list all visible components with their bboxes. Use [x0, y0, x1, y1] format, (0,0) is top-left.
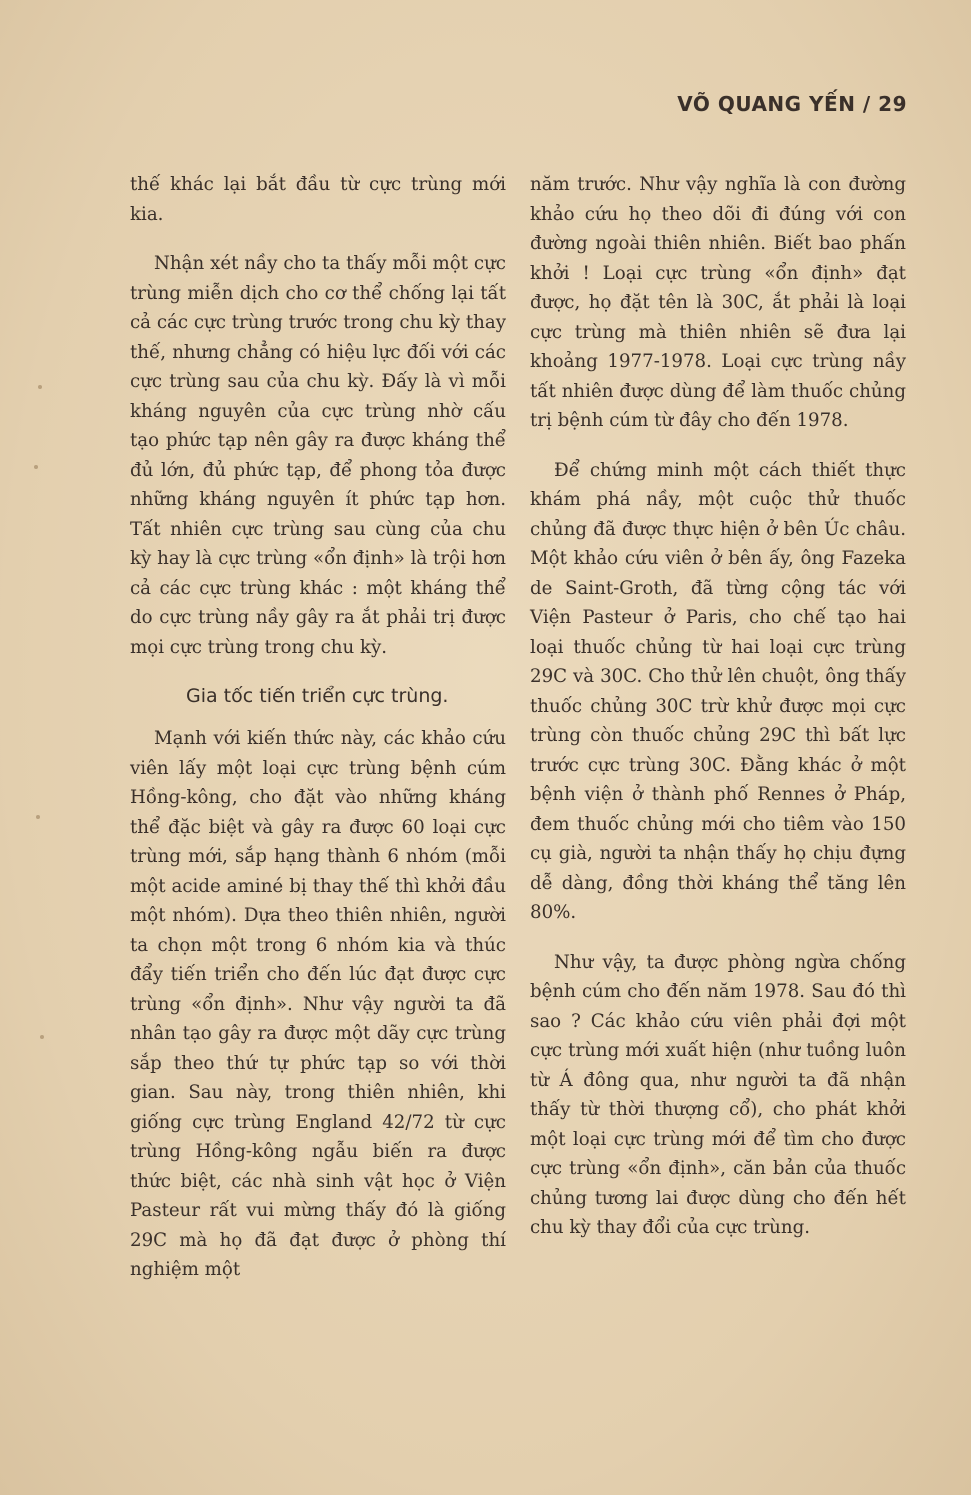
paragraph: Mạnh với kiến thức này, các khảo cứu viên lấy một loại cực trùng bệnh cúm Hồng-kông, cho đặt vào những kháng thể đặc biệt và gây ra được 60 loại cực trùng mới, sắp hạng thành 6 nhóm (mỗi một acide aminé bị thay thế thì khởi đầu một nhóm). Dựa theo thiên nhiên, người ta chọn một trong 6 nhóm kia và thúc đẩy tiến triển cho đến lúc đạt được cực trùng «ổn định». Như vậy người ta đã nhân tạo gây ra được một dãy cực trùng sắp theo thứ tự phức tạp so với thời gian. Sau này, trong thiên nhiên, khi giống cực trùng England 42/72 từ cực trùng Hồng-kông ngẫu biến ra được thức biệt, các nhà sinh vật học ở Viện Pasteur rất vui mừng thấy đó là giống 29C mà họ đã đạt được ở phòng thí nghiệm một [130, 728, 506, 1280]
paper-speck [36, 815, 40, 819]
paragraph: năm trước. Như vậy nghĩa là con đường khảo cứu họ theo dõi đi đúng với con đường ngoài thiên nhiên. Biết bao phấn khởi ! Loại cực trùng «ổn định» đạt được, họ đặt tên là 30C, ắt phải là loại cực trùng mà thiên nhiên sẽ đưa lại khoảng 1977-1978. Loại cực trùng nầy tất nhiên được dùng để làm thuốc chủng trị bệnh cúm từ đây cho đến 1978. [530, 174, 906, 431]
paper-speck [38, 385, 42, 389]
left-column [130, 170, 506, 1285]
running-head: VÕ QUANG YẾN / 29 [677, 92, 907, 116]
paragraph: Nhận xét nầy cho ta thấy mỗi một cực trùng miễn dịch cho cơ thể chống lại tất cả các cực trùng trước trong chu kỳ thay thế, nhưng chẳng có hiệu lực đối với các cực trùng sau của chu kỳ. Đấy là vì mỗi kháng nguyên của cực trùng nhờ cấu tạo phức tạp nên gây ra được kháng thể đủ lớn, đủ phức tạp, để phong tỏa được những kháng nguyên ít phức tạp hơn. Tất nhiên cực trùng sau cùng của chu kỳ hay là cực trùng «ổn định» là trội hơn cả các cực trùng khác : một kháng thể do cực trùng nầy gây ra ắt phải trị được mọi cực trùng trong chu kỳ. [130, 253, 506, 658]
paragraph: thế khác lại bắt đầu từ cực trùng mới kia. [130, 174, 506, 225]
paper-speck [34, 465, 38, 469]
paper-speck [40, 1035, 44, 1039]
section-heading: Gia tốc tiến triển cực trùng. [186, 685, 449, 707]
paragraph: Như vậy, ta được phòng ngừa chống bệnh cúm cho đến năm 1978. Sau đó thì sao ? Các khảo cứu viên phải đợi một cực trùng mới xuất hiện (như tuồng luôn từ Á đông qua, như người ta đã nhận thấy từ thời thượng cổ), cho phát khởi một loại cực trùng mới để tìm cho được cực trùng «ổn định», căn bản của thuốc chủng tương lai được dùng cho đến hết chu kỳ thay đổi của cực trùng. [530, 951, 906, 1238]
right-column [530, 170, 906, 1263]
paragraph: Để chứng minh một cách thiết thực khám phá nầy, một cuộc thử thuốc chủng đã được thực hiện ở bên Úc châu. Một khảo cứu viên ở bên ấy, ông Fazeka de Saint-Groth, đã từng cộng tác với Viện Pasteur ở Paris, cho chế tạo hai loại thuốc chủng từ hai loại cực trùng 29C và 30C. Cho thử lên chuột, ông thấy thuốc chủng 30C trừ khử được mọi cực trùng còn thuốc chủng 29C thì bất lực trước cực trùng 30C. Đằng khác ở một bệnh viện ở thành phố Rennes ở Pháp, đem thuốc chủng mới cho tiêm vào 150 cụ già, người ta nhận thấy họ chịu đựng dễ dàng, đồng thời kháng thể tăng lên 80%. [530, 459, 906, 923]
